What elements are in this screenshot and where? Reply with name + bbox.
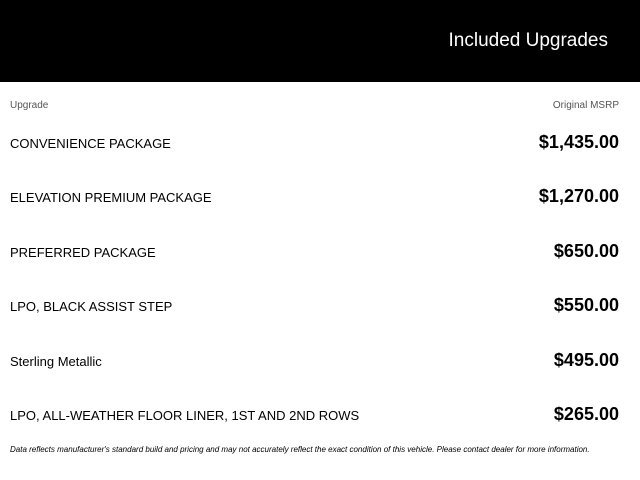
upgrade-row [10, 289, 619, 343]
upgrade-price: $1,435.00 [538, 132, 619, 152]
upgrade-name: ELEVATION PREMIUM PACKAGE [10, 190, 212, 206]
upgrade-row [10, 344, 619, 398]
upgrade-row [10, 126, 619, 180]
column-header-upgrade: Upgrade [10, 100, 49, 111]
upgrade-price: $265.00 [553, 403, 619, 424]
upgrade-name: LPO, BLACK ASSIST STEP [10, 299, 173, 315]
upgrade-row [10, 180, 619, 234]
upgrade-price: $1,270.00 [538, 186, 619, 207]
page-title: Included Upgrades [448, 30, 608, 51]
column-headers [10, 100, 619, 114]
disclaimer-text: Data reflects manufacturer's standard build and pricing and may not accurately reflect the exact condition of this vehicle. Please contact dealer for more information. [10, 445, 590, 454]
upgrade-row [10, 235, 619, 289]
upgrade-name: CONVENIENCE PACKAGE [10, 136, 171, 151]
header-bar [0, 0, 640, 82]
upgrade-price: $650.00 [553, 240, 619, 261]
upgrade-price: $495.00 [553, 349, 619, 370]
column-header-msrp: Original MSRP [552, 100, 619, 111]
upgrades-list [10, 126, 619, 452]
upgrade-name: Sterling Metallic [10, 353, 102, 369]
upgrade-price: $550.00 [553, 295, 619, 316]
upgrade-name: LPO, ALL-WEATHER FLOOR LINER, 1ST AND 2ND ROWS [10, 407, 360, 423]
upgrade-name: PREFERRED PACKAGE [10, 244, 156, 260]
